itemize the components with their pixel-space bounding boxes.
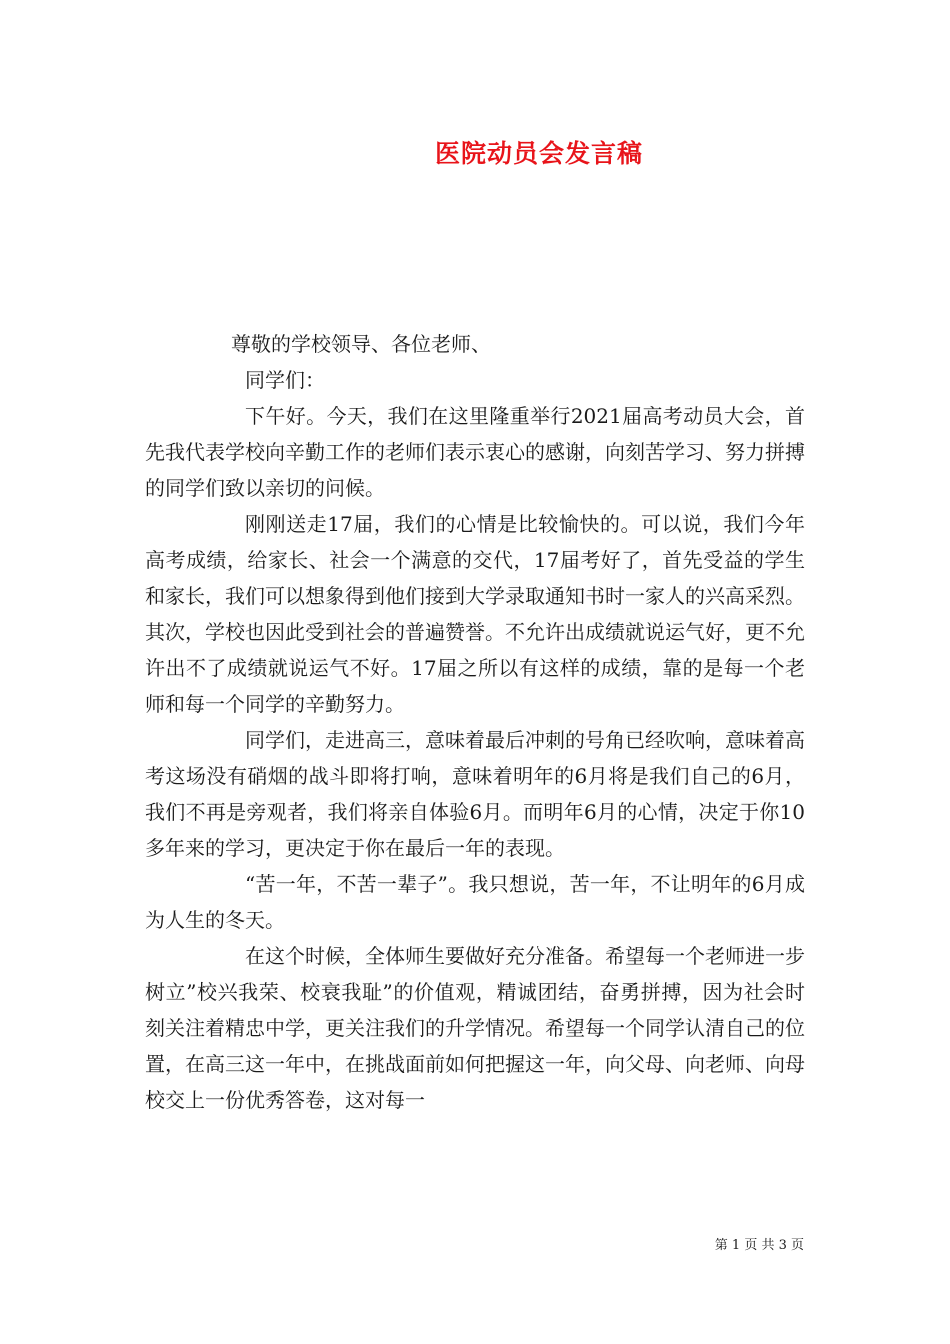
salutation-line-2: 同学们： — [245, 368, 325, 392]
document-body — [145, 326, 805, 1118]
paragraph: 下午好。今天，我们在这里隆重举行2021届高考动员大会，首先我代表学校向辛勤工作的老师们表示衷心的感谢，向刻苦学习、努力拼搏的同学们致以亲切的问候。 — [145, 404, 805, 500]
salutation-line-1: 尊敬的学校领导、各位老师、 — [231, 332, 491, 356]
paragraph: 在这个时候，全体师生要做好充分准备。希望每一个老师进一步树立”校兴我荣、校衰我耻”的价值观，精诚团结，奋勇拼搏，因为社会时刻关注着精忠中学，更关注我们的升学情况。希望每一个同学认清自己的位置，在高三这一年中，在挑战面前如何把握这一年，向父母、向老师、向母校交上一份优秀答卷，这对每一 — [145, 944, 805, 1112]
document-title: 医院动员会发言稿 — [434, 139, 643, 168]
paragraph: “苦一年，不苦一辈子”。我只想说，苦一年，不让明年的6月成为人生的冬天。 — [145, 872, 805, 932]
paragraph: 同学们，走进高三，意味着最后冲刺的号角已经吹响，意味着高考这场没有硝烟的战斗即将打响，意味着明年的6月将是我们自己的6月，我们不再是旁观者，我们将亲自体验6月。而明年6月的心情，决定于你10多年来的学习，更决定于你在最后一年的表现。 — [145, 728, 805, 860]
page-number-footer: 第 1 页 共 3 页 — [714, 1238, 804, 1253]
paragraph: 刚刚送走17届，我们的心情是比较愉快的。可以说，我们今年高考成绩，给家长、社会一个满意的交代，17届考好了，首先受益的学生和家长，我们可以想象得到他们接到大学录取通知书时一家人的兴高采烈。其次，学校也因此受到社会的普遍赞誉。不允许出成绩就说运气好，更不允许出不了成绩就说运气不好。17届之所以有这样的成绩，靠的是每一个老师和每一个同学的辛勤努力。 — [145, 512, 805, 716]
